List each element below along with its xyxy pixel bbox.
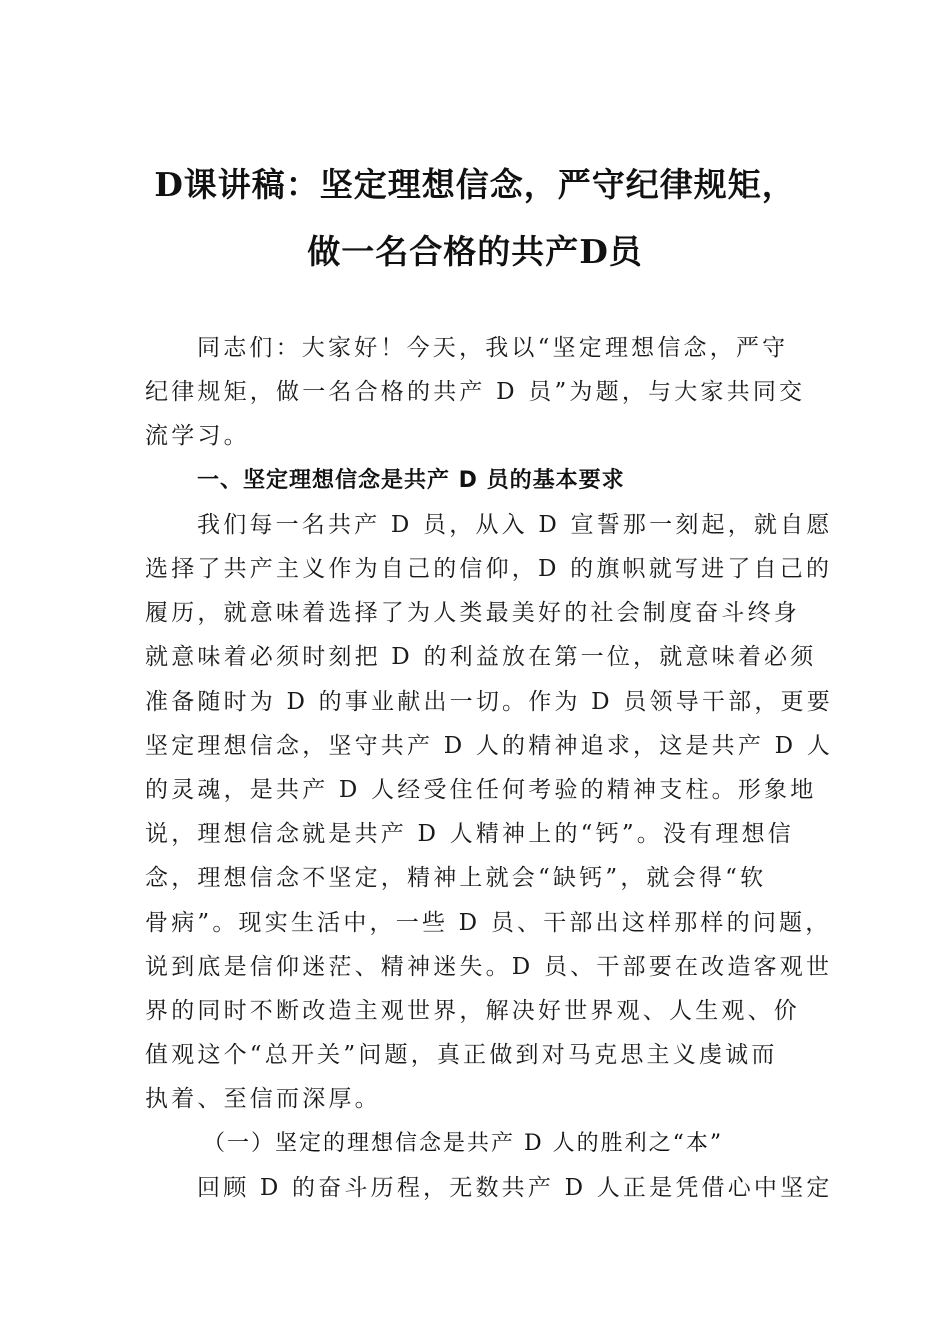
text-line: 说，理想信念就是共产 D 人精神上的“钙”。没有理想信 <box>145 821 794 848</box>
document-body <box>145 326 833 1210</box>
subsection-heading: （一）坚定的理想信念是共产 D 人的胜利之“本” <box>203 1130 724 1156</box>
text-line: 坚定理想信念，坚守共产 D 人的精神追求，这是共产 D 人 <box>145 732 833 759</box>
text-line: 准备随时为 D 的事业献出一切。作为 D 员领导干部，更要 <box>145 688 833 715</box>
section1-paragraph <box>145 503 833 1122</box>
text-line: 回顾 D 的奋斗历程，无数共产 D 人正是凭借心中坚定 <box>197 1174 833 1201</box>
text-line: 的灵魂，是共产 D 人经受住任何考验的精神支柱。形象地 <box>145 777 817 804</box>
text-line: 履历，就意味着选择了为人类最美好的社会制度奋斗终身 <box>145 600 800 627</box>
text-line: 纪律规矩，做一名合格的共产 D 员”为题，与大家共同交 <box>145 379 806 406</box>
text-line: 骨病”。现实生活中，一些 D 员、干部出这样那样的问题， <box>145 909 832 936</box>
document-title-line-2: 做一名合格的共产D员 <box>307 232 643 271</box>
text-line: 说到底是信仰迷茫、精神迷失。D 员、干部要在改造客观世 <box>145 953 833 980</box>
text-line: 同志们：大家好！今天，我以“坚定理想信念，严守 <box>197 335 789 361</box>
text-line: 执着、至信而深厚。 <box>145 1086 381 1113</box>
text-line: 选择了共产主义作为自己的信仰，D 的旗帜就写进了自己的 <box>145 556 833 583</box>
section-heading: 一、坚定理想信念是共产 D 员的基本要求 <box>197 467 625 493</box>
document-title-line-1: D课讲稿：坚定理想信念，严守纪律规矩， <box>154 165 796 204</box>
text-line: 我们每一名共产 D 员，从入 D 宣誓那一刻起，就自愿 <box>197 511 833 538</box>
subsection1-paragraph <box>145 1166 833 1210</box>
text-line: 界的同时不断改造主观世界，解决好世界观、人生观、价 <box>145 998 800 1025</box>
text-line: 流学习。 <box>145 423 250 450</box>
text-line: 就意味着必须时刻把 D 的利益放在第一位，就意味着必须 <box>145 644 817 671</box>
text-line: 值观这个“总开关”问题，真正做到对马克思主义虔诚而 <box>145 1042 778 1069</box>
intro-paragraph <box>145 326 810 459</box>
text-line: 念，理想信念不坚定，精神上就会“缺钙”，就会得“软 <box>145 865 767 892</box>
